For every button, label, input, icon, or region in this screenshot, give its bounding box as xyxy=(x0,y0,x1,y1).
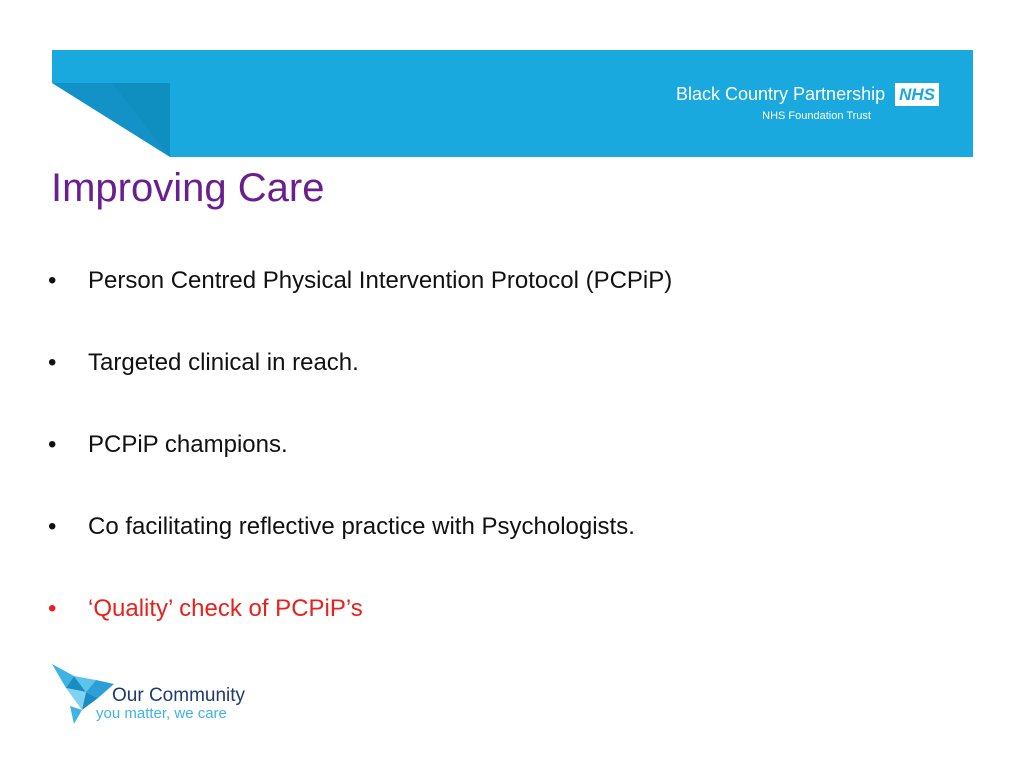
bullet-item xyxy=(40,508,672,590)
bullet-item-highlight xyxy=(40,590,672,672)
bullet-item xyxy=(40,344,672,426)
header-banner xyxy=(52,50,973,157)
bullet-dot: • xyxy=(48,595,57,622)
slide-title: Improving Care xyxy=(51,166,325,210)
org-subtitle: NHS Foundation Trust xyxy=(762,110,871,122)
bullet-item xyxy=(40,262,672,344)
bullet-text: ‘Quality’ check of PCPiP’s xyxy=(88,595,363,622)
org-name: Black Country Partnership xyxy=(676,84,886,104)
bullet-dot: • xyxy=(48,349,57,376)
bullet-item xyxy=(40,426,672,508)
bullet-text: Co facilitating reflective practice with Psychologists. xyxy=(88,513,635,540)
logo-tagline: you matter, we care xyxy=(96,705,227,722)
bullet-dot: • xyxy=(48,431,57,458)
bullet-text: PCPiP champions. xyxy=(88,431,288,458)
bullet-list xyxy=(40,262,672,672)
logo-title: Our Community xyxy=(112,685,246,706)
nhs-badge: NHS xyxy=(895,83,939,106)
bullet-text: Person Centred Physical Intervention Protocol (PCPiP) xyxy=(88,267,673,294)
org-logo xyxy=(676,83,939,122)
bullet-dot: • xyxy=(48,267,57,294)
bullet-text: Targeted clinical in reach. xyxy=(88,349,359,376)
our-community-logo xyxy=(52,662,252,732)
bullet-dot: • xyxy=(48,513,57,540)
